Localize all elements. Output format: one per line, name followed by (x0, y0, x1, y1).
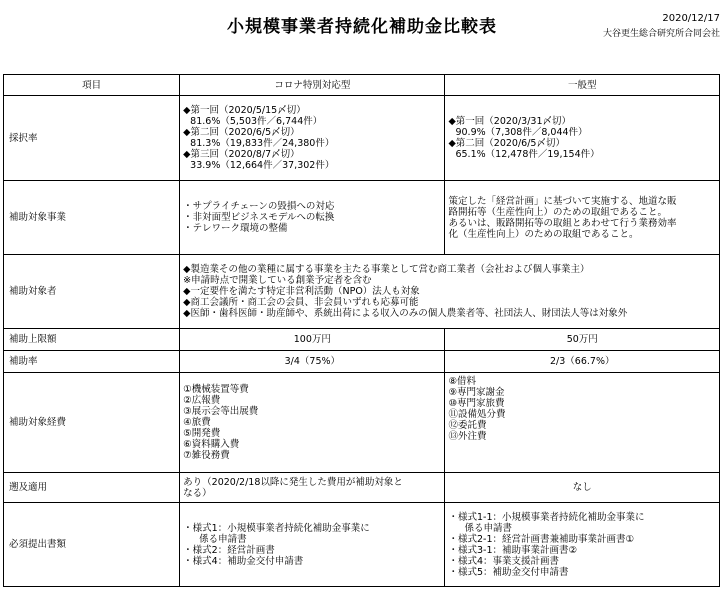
document-line: ・様式4：補助金交付申請書 (183, 555, 304, 567)
expense-item: ⑥資料購入費 (183, 439, 240, 450)
document-line: ・様式1：小規模事業者持続化補助金事業に (183, 522, 370, 534)
row-label: 補助対象経費 (4, 373, 180, 473)
target-person-line: ※申請時点で開業している創業予定者を含む (183, 275, 372, 286)
document-line: ・様式2：経営計画書 (183, 544, 275, 556)
expense-item: ⑨専門家謝金 (448, 387, 505, 398)
expense-item: ①機械装置等費 (183, 384, 249, 395)
row-target-business (4, 181, 720, 255)
document-line: ・様式1-1：小規模事業者持続化補助金事業に (448, 511, 645, 523)
row-documents (4, 503, 720, 587)
adoption-corona-line: ◆第一回（2020/5/15〆切） (183, 105, 306, 116)
target-business-general-line: 路開拓等（生産性向上）のための取組であること。 (448, 206, 667, 218)
rate-corona-cell: 3/4（75%） (180, 351, 445, 373)
target-person-cell (180, 255, 720, 329)
header-general: 一般型 (445, 75, 720, 96)
adoption-corona-line: ◆第二回（2020/6/5〆切） (183, 127, 300, 138)
document-line: ・様式3-1：補助事業計画書② (448, 544, 578, 556)
adoption-general-cell (445, 96, 720, 181)
row-label: 遡及適用 (4, 473, 180, 503)
document-line: ・様式2-1：経営計画書兼補助事業計画書① (448, 533, 635, 545)
expenses-general-cell (445, 373, 720, 473)
adoption-corona-line: 81.3%（19,833件／24,380件） (190, 138, 335, 149)
target-business-corona-cell (180, 181, 445, 255)
document-line: 係る申請書 (199, 533, 247, 545)
adoption-corona-cell (180, 96, 445, 181)
expense-item: ⑦雑役務費 (183, 450, 230, 461)
rate-general-cell: 2/3（66.7%） (445, 351, 720, 373)
document-line: ・様式4：事業支援計画書 (448, 555, 560, 567)
expense-item: ⑫委託費 (448, 420, 487, 431)
retroactive-corona-line: なる） (183, 487, 212, 499)
page-title: 小規模事業者持続化補助金比較表 (227, 17, 497, 37)
retroactive-corona-line: あり（2020/2/18以降に発生した費用が補助対象と (183, 476, 403, 488)
document-line: 係る申請書 (464, 522, 512, 534)
documents-corona-cell (180, 503, 445, 587)
expenses-corona-cell (180, 373, 445, 473)
target-business-general-cell (445, 181, 720, 255)
target-business-corona-line: ・非対面型ビジネスモデルへの転換 (183, 212, 335, 223)
expense-item: ⑪設備処分費 (448, 409, 506, 420)
adoption-general-line: ◆第二回（2020/6/5〆切） (448, 138, 565, 149)
adoption-general-line: ◆第一回（2020/3/31〆切） (448, 116, 571, 127)
document-line: ・様式5：補助金交付申請書 (448, 566, 569, 578)
document-date: 2020/12/17 (662, 13, 720, 24)
organization-name: 大谷更生総合研究所合同会社 (602, 29, 720, 39)
row-limit (4, 329, 720, 351)
row-label: 補助率 (4, 351, 180, 373)
expense-item: ⑤開発費 (183, 428, 221, 439)
target-business-general-line: 策定した「経営計画」に基づいて実施する、地道な販 (448, 195, 677, 207)
target-person-line: ◆製造業その他の業種に属する事業を主たる事業として営む商工業者（会社および個人事業主） (183, 264, 590, 275)
target-business-corona-line: ・テレワーク環境の整備 (183, 223, 288, 234)
expense-item: ②広報費 (183, 395, 221, 406)
row-expenses (4, 373, 720, 473)
adoption-general-line: 90.9%（7,308件／8,044件） (455, 127, 588, 138)
adoption-corona-line: ◆第三回（2020/8/7〆切） (183, 149, 300, 160)
row-target-person (4, 255, 720, 329)
adoption-corona-line: 81.6%（5,503件／6,744件） (190, 116, 323, 127)
retroactive-corona-cell (180, 473, 445, 503)
row-retroactive (4, 473, 720, 503)
target-business-corona-line: ・サプライチェーンの毀損への対応 (183, 201, 335, 212)
limit-general-cell: 50万円 (445, 329, 720, 351)
expense-item: ③展示会等出展費 (183, 406, 259, 417)
expense-item: ⑬外注費 (448, 431, 487, 442)
row-label: 必須提出書類 (4, 503, 180, 587)
expense-item: ⑩専門家旅費 (448, 398, 505, 409)
target-person-line: ◆医師・歯科医師・助産師や、系統出荷による収入のみの個人農業者等、社団法人、財団法人等は対象外 (183, 308, 628, 319)
expense-item: ⑧借料 (448, 376, 476, 387)
adoption-general-line: 65.1%（12,478件／19,154件） (455, 149, 600, 160)
limit-corona-cell: 100万円 (180, 329, 445, 351)
row-label: 補助上限額 (4, 329, 180, 351)
row-rate (4, 351, 720, 373)
retroactive-general-cell: なし (445, 473, 720, 503)
table-header-row (4, 75, 720, 96)
row-label: 補助対象者 (4, 255, 180, 329)
header-corona: コロナ特別対応型 (180, 75, 445, 96)
header-item: 項目 (4, 75, 180, 96)
adoption-corona-line: 33.9%（12,664件／37,302件） (190, 160, 335, 171)
row-label: 採択率 (4, 96, 180, 181)
documents-general-cell (445, 503, 720, 587)
target-person-line: ◆一定要件を満たす特定非営利活動（NPO）法人も対象 (183, 286, 420, 297)
target-business-general-line: 化（生産性向上）のための取組であること。 (448, 228, 639, 240)
target-business-general-line: あるいは、販路開拓等の取組とあわせて行う業務効率 (448, 217, 677, 229)
row-adoption-rate (4, 96, 720, 181)
comparison-table (3, 74, 720, 587)
row-label: 補助対象事業 (4, 181, 180, 255)
expense-item: ④旅費 (183, 417, 211, 428)
target-person-line: ◆商工会議所・商工会の会員、非会員いずれも応募可能 (183, 297, 419, 308)
